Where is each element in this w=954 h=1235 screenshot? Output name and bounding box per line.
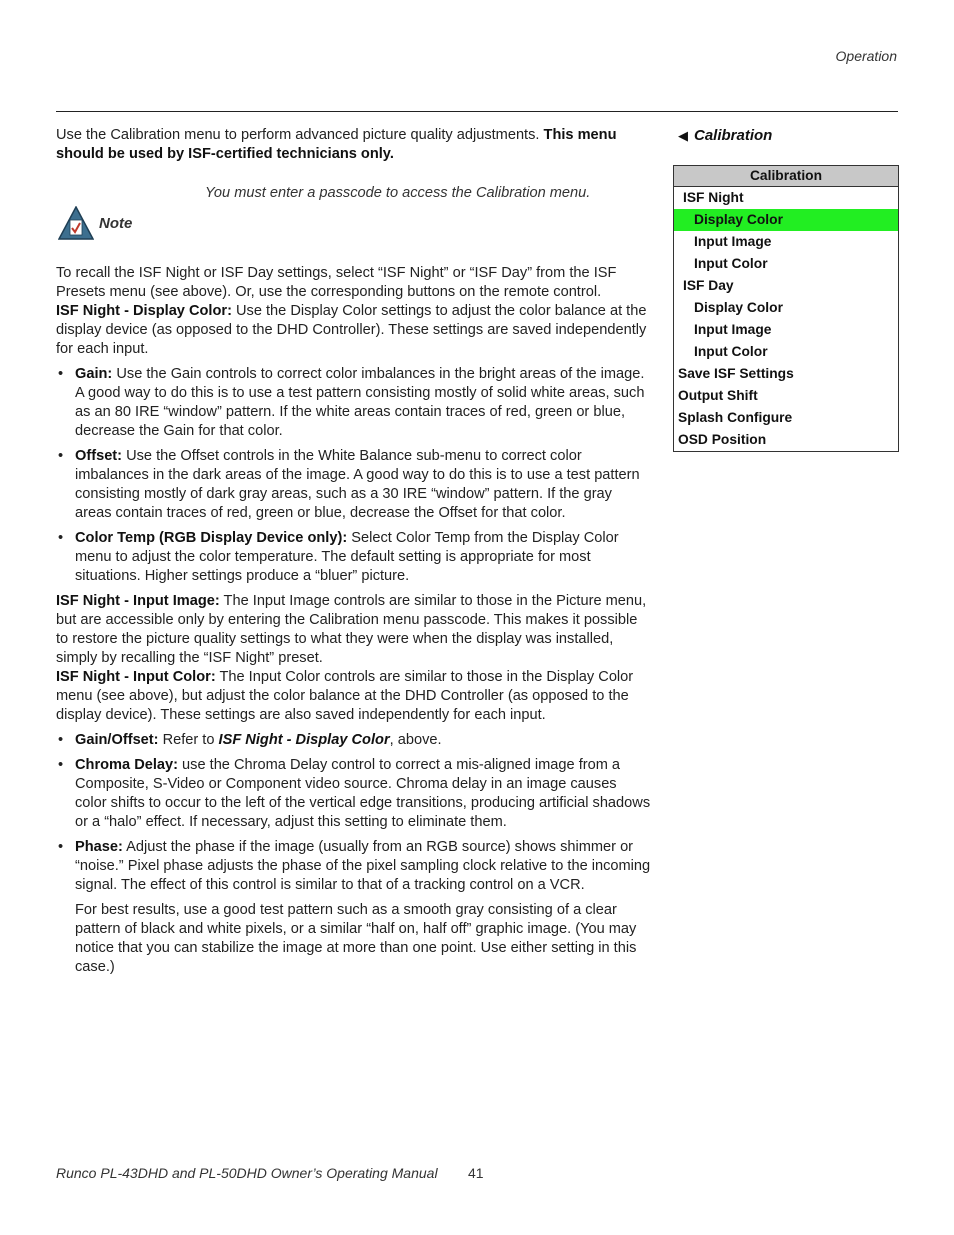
list-item [56, 447, 652, 523]
menu-item[interactable]: Input Color [694, 256, 768, 271]
bullet-term: Phase: [75, 839, 123, 855]
menu-item[interactable]: Display Color [674, 209, 898, 231]
display-color-text: Use the Display Color settings to adjust the color balance at the display device (as opposed to the DHD Controller). These settings are saved independently for each input. [56, 303, 647, 357]
footer-title: Runco PL-43DHD and PL-50DHD Owner’s Operating Manual [56, 1165, 438, 1181]
menu-item[interactable]: Input Image [694, 322, 772, 337]
bullet-term: Gain: [75, 366, 113, 382]
bullet-term: Color Temp (RGB Display Device only): [75, 530, 348, 546]
input-image-text: The Input Image controls are similar to those in the Picture menu, but are accessible only by entering the Calibration menu passcode. This makes it possible to restore the picture quality settings to what they were when the display was installed, simply by recalling the “ISF Night” preset. [56, 593, 647, 666]
sidebar-title [678, 126, 772, 145]
display-color-paragraph [56, 302, 652, 359]
intro-paragraph [56, 126, 652, 164]
menu-item[interactable]: Display Color [694, 300, 783, 315]
list-item [56, 731, 652, 750]
input-color-paragraph [56, 668, 652, 725]
menu-item[interactable]: ISF Day [683, 278, 734, 293]
main-content [56, 126, 652, 977]
bullet-term: Chroma Delay: [75, 757, 178, 773]
menu-item[interactable]: Save ISF Settings [678, 366, 794, 381]
page-number: 41 [468, 1165, 484, 1181]
intro-text: Use the Calibration menu to perform advanced picture quality adjustments. [56, 127, 544, 143]
menu-item[interactable]: Input Color [694, 344, 768, 359]
header-rule [56, 111, 898, 112]
list-item [56, 756, 652, 832]
input-color-text: The Input Color controls are similar to those in the Display Color menu (see above), but adjust the color balance at the DHD Controller (as opposed to the display device). These settings are also saved independently for each input. [56, 669, 634, 723]
bullet-term: Offset: [75, 448, 123, 464]
list-item [56, 365, 652, 441]
bullet-text: , above. [389, 732, 442, 748]
input-color-list [56, 731, 652, 895]
menu-item[interactable]: ISF Night [683, 190, 744, 205]
best-results-paragraph: For best results, use a good test pattern such as a smooth gray consisting of a clear pattern of black and white pixels, or a similar “half on, half off” graphic image. (You may notice that you can stabilize the image at more than one point. Use either setting in this case.) [75, 902, 637, 975]
note-text: You must enter a passcode to access the Calibration menu. [205, 185, 591, 201]
running-header: Operation [835, 48, 897, 64]
input-image-heading: ISF Night - Input Image: [56, 593, 220, 609]
note-box [56, 186, 652, 264]
note-label: Note [99, 215, 133, 232]
menu-header: Calibration [674, 166, 898, 187]
menu-item[interactable]: Output Shift [678, 388, 758, 403]
sidebar-title-text: Calibration [694, 127, 773, 144]
menu-items [674, 187, 898, 451]
calibration-menu [673, 165, 899, 452]
bullet-text: Adjust the phase if the image (usually from an RGB source) shows shimmer or “noise.” Pixel phase adjusts the phase of the pixel sampling clock relative to the incoming signal. The effect of this control is similar to that of a tracking control on a VCR. [75, 839, 651, 893]
note-warning-icon [58, 206, 94, 240]
menu-item[interactable]: Input Image [694, 234, 772, 249]
input-color-heading: ISF Night - Input Color: [56, 669, 216, 685]
bullet-text: use the Chroma Delay control to correct a mis-aligned image from a Composite, S-Video or Component video source. Chroma delay in an image causes color shifts to occur to the left of the vertical edge transitions, producing artificial shadows or a “halo” effect. If necessary, adjust this setting to eliminate them. [75, 757, 651, 830]
bullet-text: Use the Gain controls to correct color imbalances in the bright areas of the image. A good way to do this is to use a test pattern consisting mostly of solid white areas, such as an 80 IRE “window” pattern. If the white areas contain traces of red, green or blue, decrease the Gain for that color. [75, 366, 645, 439]
list-item [56, 529, 652, 586]
bullet-term: Gain/Offset: [75, 732, 159, 748]
menu-item[interactable]: OSD Position [678, 432, 767, 447]
intro-warning: This menu should be used by ISF-certified technicians only. [56, 127, 617, 162]
arrow-left-icon: ◀ [678, 128, 688, 143]
cross-reference-link[interactable]: ISF Night - Display Color [218, 732, 390, 748]
recall-paragraph: To recall the ISF Night or ISF Day settings, select “ISF Night” or “ISF Day” from the ISF Presets menu (see above). Or, use the corresponding buttons on the remote control. [56, 265, 617, 300]
input-image-paragraph [56, 592, 652, 668]
list-item [56, 838, 652, 895]
display-color-list [56, 365, 652, 586]
display-color-heading: ISF Night - Display Color: [56, 303, 232, 319]
bullet-text: Refer to [158, 732, 219, 748]
menu-item[interactable]: Splash Configure [678, 410, 793, 425]
bullet-text: Use the Offset controls in the White Balance sub-menu to correct color imbalances in the dark areas of the image. A good way to do this is to use a test pattern consisting mostly of dark gray areas, such as a 30 IRE “window” pattern. If the gray areas contain traces of red, green or blue, decrease the Offset for that color. [75, 448, 640, 521]
bullet-text: Select Color Temp from the Display Color menu to adjust the color temperature. The default setting is appropriate for most situations. Higher settings produce a “bluer” picture. [75, 530, 619, 584]
